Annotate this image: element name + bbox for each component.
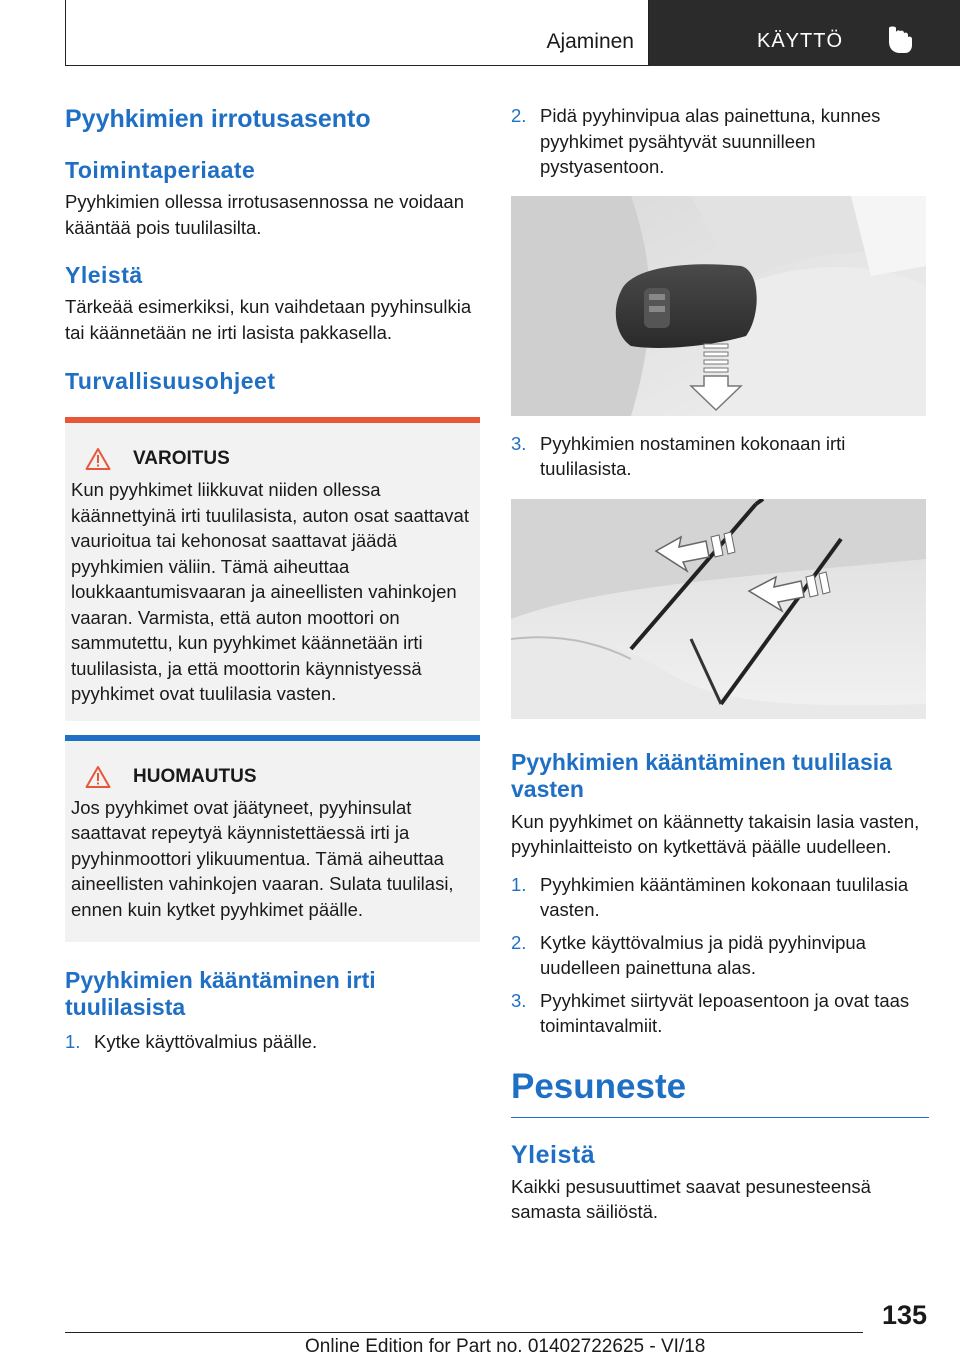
safety-heading: Turvallisuusohjeet (65, 368, 276, 394)
header-section-title: Ajaminen (546, 30, 634, 53)
notice-triangle-icon (85, 765, 111, 789)
header-chapter-tab (649, 0, 960, 66)
warning-title-row (71, 445, 474, 473)
footer-edition: Online Edition for Part no. 01402722625 - VI/18 (305, 1336, 706, 1357)
warning-text: Kun pyyhkimet liikkuvat niiden ollessa käännettyinä irti tuulilasista, auton osat saattavat vaurioitua tai kehonosat saattavat jäädä pyyhkimien väliin. Tämä aiheuttaa loukkaantumisvaaran ja aineellisten vahinkojen vaaran. Varmista, että auton moottori on sammutettu, kun pyyhkimet käännetään irti tuulilasista, ja että moottorin käynnistyessä pyyhkimet ovat tuulilasia vasten. (71, 479, 469, 704)
list-item-number: 2. (511, 105, 527, 126)
list-item-text: Pidä pyyhinvipua alas painettuna, kunnes pyyhkimet pysähtyvät suunnilleen pystyasentoon. (540, 105, 881, 177)
list-item-number: 2. (511, 931, 527, 953)
warning-title: VAROITUS (133, 448, 230, 469)
washer-general-heading: Yleistä (511, 1140, 596, 1169)
notice-title-row (71, 763, 474, 791)
list-item (511, 872, 929, 923)
list-item-number: 3. (511, 989, 527, 1011)
warning-box (65, 417, 480, 721)
notice-text: Jos pyyhkimet ovat jäätyneet, pyyhinsulat saattavat repeytyä käynnistettäessä irti ja pyyhinmoottori ylikuumentua. Tämä aiheuttaa aineellisten vahinkojen vaaran. Sulata tuulilasi, ennen kuin kytket pyyhkimet päälle. (71, 796, 454, 920)
washer-text: Kaikki pesusuuttimet saavat pesunesteensä samasta säiliöstä. (511, 1175, 871, 1222)
page-header (65, 0, 960, 66)
notice-box (65, 735, 480, 943)
page-number: 135 (881, 1300, 927, 1330)
fold-heading: Pyyhkimien kääntäminen irti tuulilasista (65, 967, 376, 1020)
list-item (65, 1029, 480, 1055)
principle-text: Pyyhkimien ollessa irrotusasennossa ne voidaan kääntää pois tuulilasilta. (65, 191, 464, 238)
wipers-raised-drawing (511, 499, 926, 719)
list-item-number: 3. (511, 432, 527, 454)
list-item-text: Kytke käyttövalmius päälle. (94, 1031, 318, 1052)
principle-heading: Toimintaperiaate (65, 157, 256, 183)
wipers-raised-illustration (511, 499, 926, 719)
list-item-text: Pyyhkimien kääntäminen kokonaan tuulilasia vasten. (540, 873, 909, 920)
general-heading: Yleistä (65, 262, 143, 288)
washer-heading: Pesuneste (511, 1066, 687, 1106)
right-column (511, 103, 929, 1225)
warning-triangle-icon (85, 447, 111, 471)
notice-title: HUOMAUTUS (133, 765, 257, 787)
list-item (511, 930, 929, 981)
list-item-text: Pyyhkimien nostaminen kokonaan irti tuulilasista. (540, 432, 846, 479)
list-item (511, 103, 929, 180)
header-section-box (65, 0, 649, 66)
list-item-text: Kytke käyttövalmius ja pidä pyyhinvipua uudelleen painettuna alas. (540, 931, 866, 978)
list-item-text: Pyyhkimet siirtyvät lepoasentoon ja ovat taas toimintavalmiit. (540, 989, 910, 1036)
section-title: Pyyhkimien irrotusasento (65, 105, 371, 133)
wiper-lever-drawing (511, 196, 926, 416)
general-text: Tärkeää esimerkiksi, kun vaihdetaan pyyhinsulkia tai käännetään ne irti lasista pakkasella. (65, 296, 472, 343)
list-item (511, 431, 929, 482)
list-item (511, 988, 929, 1039)
left-column (65, 102, 480, 1055)
back-text: Kun pyyhkimet on käännetty takaisin lasia vasten, pyyhinlaitteisto on kytkettävä päälle uudelleen. (511, 810, 920, 857)
washer-heading-block (511, 1065, 929, 1118)
footer-divider (65, 1332, 863, 1333)
pointing-hand-icon (885, 26, 915, 56)
header-chapter-title: KÄYTTÖ (757, 30, 844, 52)
back-heading: Pyyhkimien kääntäminen tuulilasia vasten (511, 748, 892, 802)
wiper-lever-illustration (511, 196, 926, 416)
back-steps-list (511, 872, 929, 1039)
list-item-number: 1. (511, 873, 527, 895)
fold-steps-list (65, 1029, 480, 1055)
list-item-number: 1. (65, 1031, 81, 1052)
